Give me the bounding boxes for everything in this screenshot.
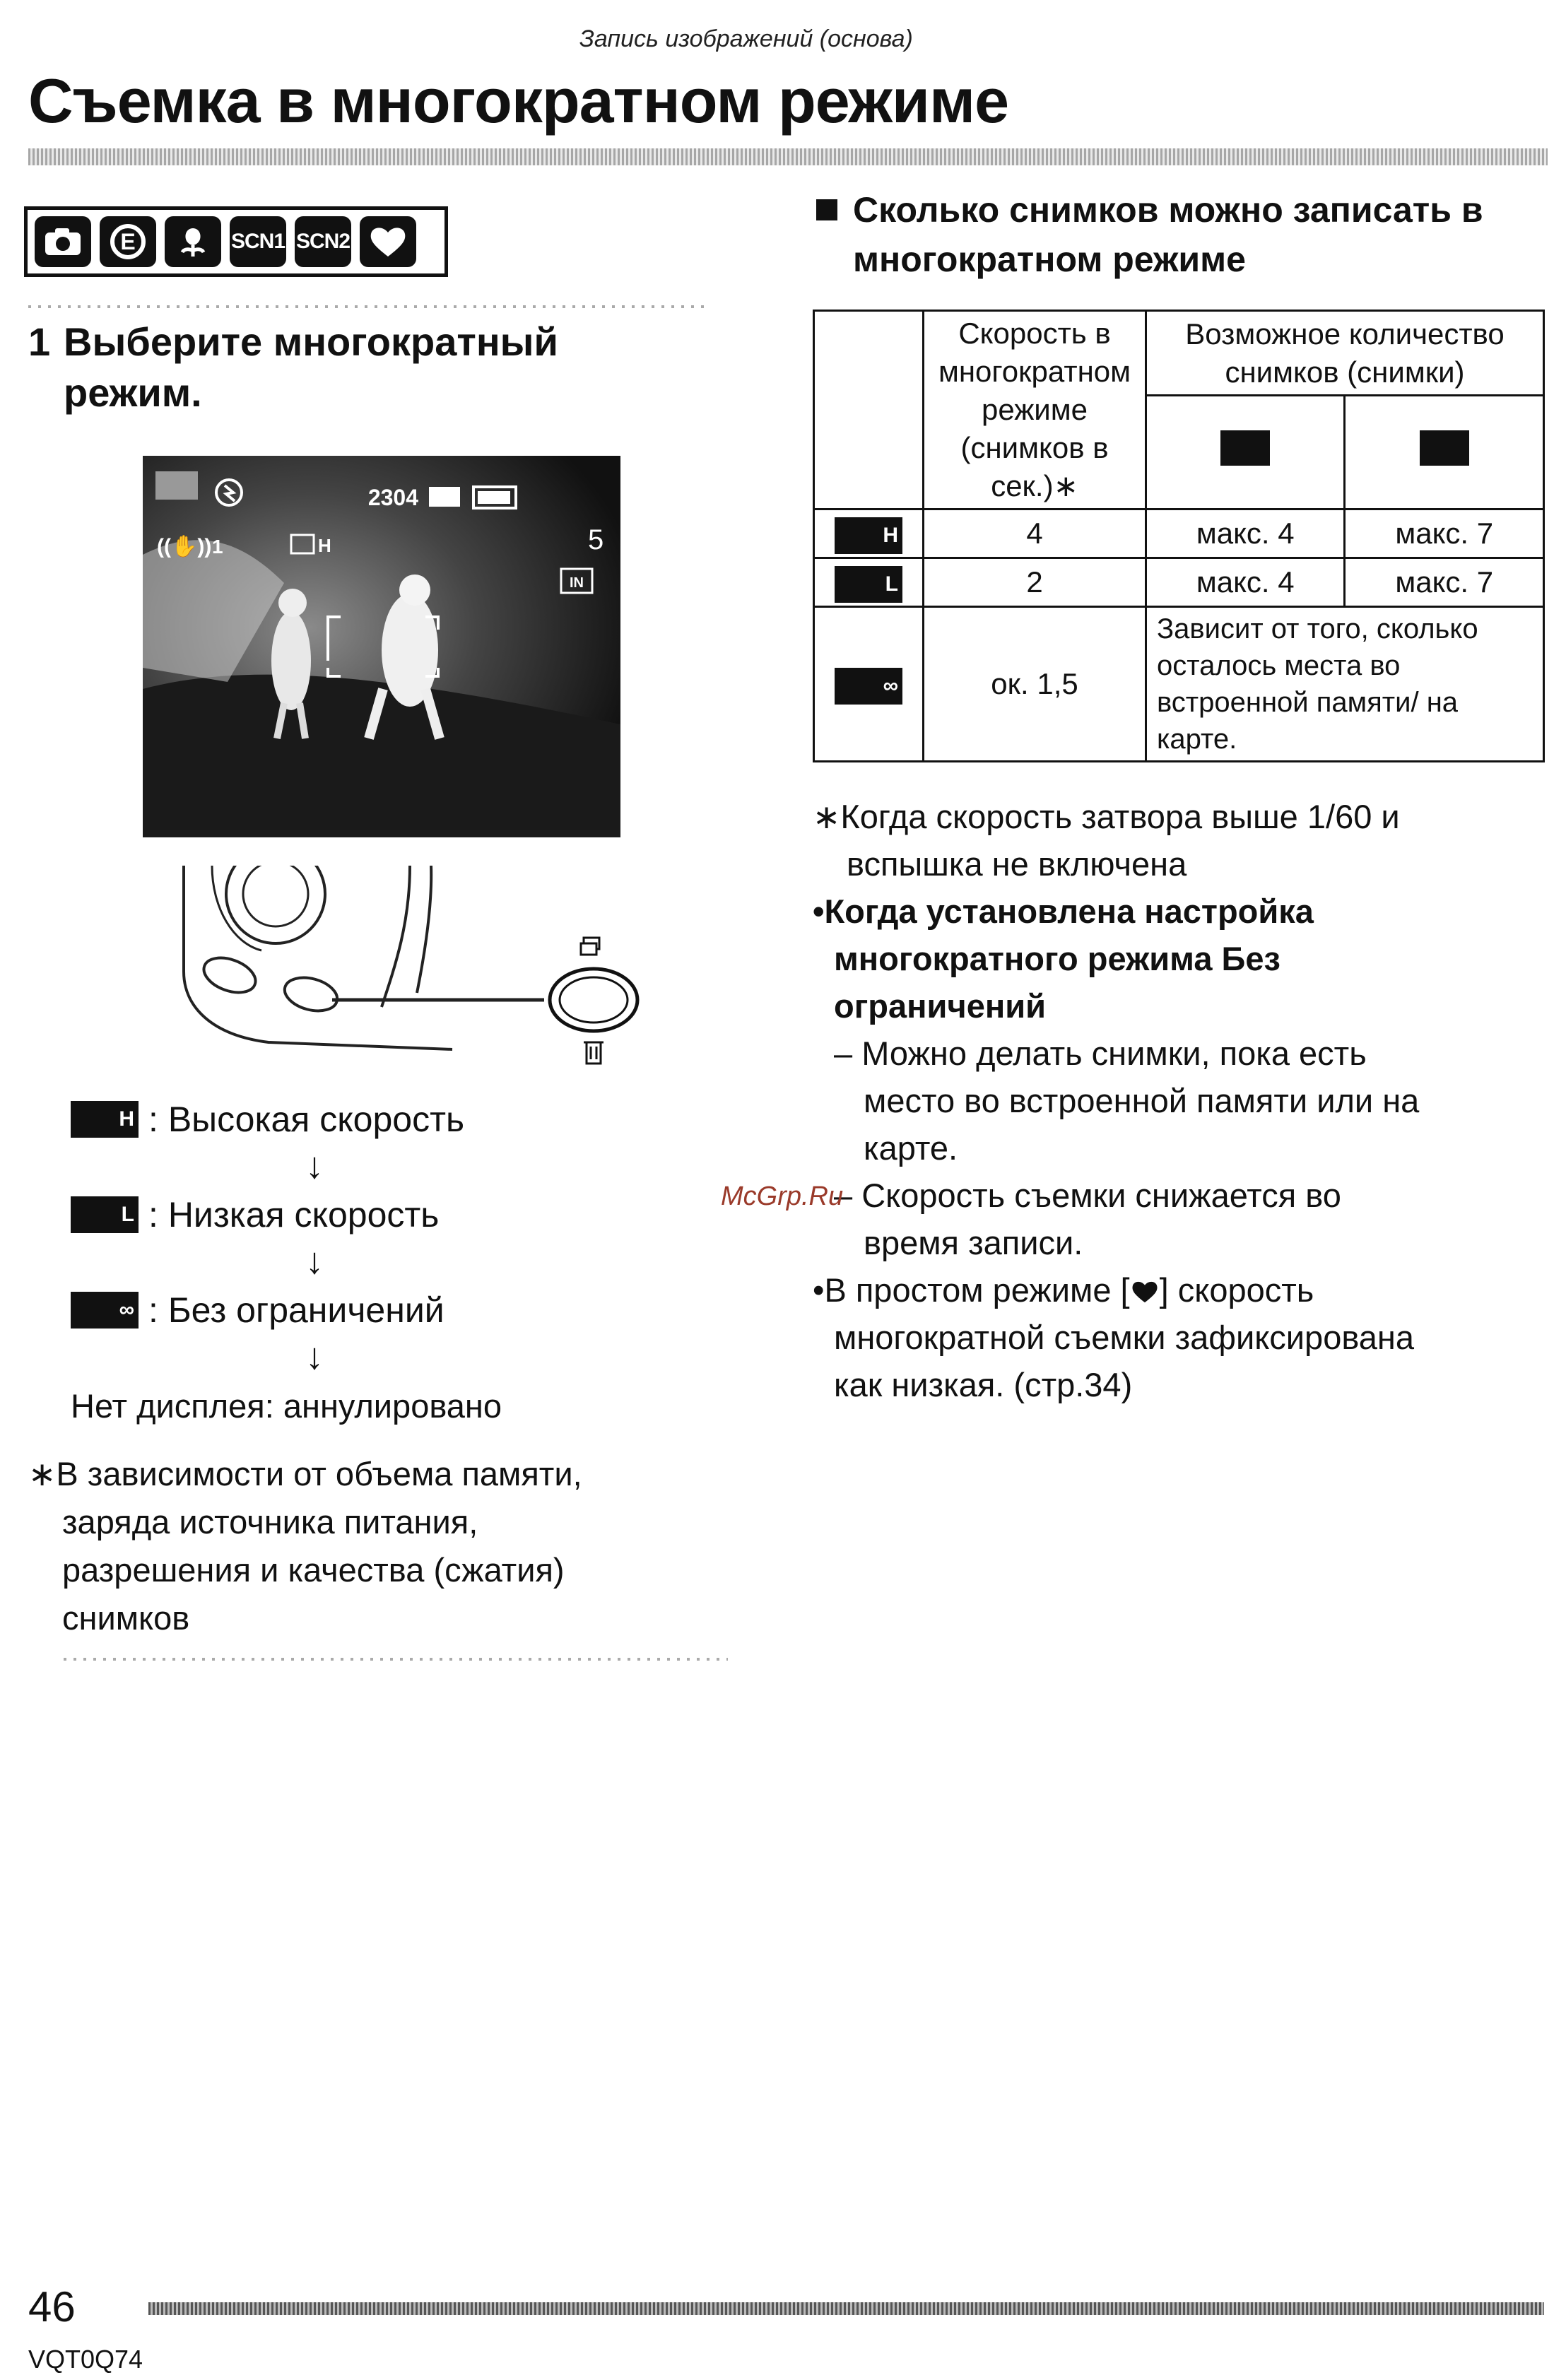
page-title: Съемка в многократном режиме [28, 66, 1009, 136]
mode-row-unlimited [71, 1290, 445, 1331]
document-code: VQT0Q74 [28, 2345, 143, 2374]
quality-standard-header [1345, 396, 1544, 509]
row-fine-count: макс. 4 [1146, 509, 1345, 558]
dash-note-line: время записи. [864, 1224, 1083, 1261]
row-fine-count: макс. 4 [1146, 558, 1345, 607]
row-speed: 2 [924, 558, 1146, 607]
footer-rule [148, 2302, 1544, 2315]
lcd-resolution: 2304 [367, 485, 418, 510]
row-mode-cell [814, 509, 924, 558]
arrow-down: ↓ [305, 1241, 324, 1282]
header-count: Возможное количество снимков (снимки) [1146, 311, 1544, 396]
burst-capacity-table [813, 310, 1545, 762]
scn1-icon: SCN1 [230, 216, 286, 267]
bullet-simple-mode-line: многократной съемки зафиксирована [834, 1319, 1415, 1356]
shutter-note-line: вспышка не включена [847, 845, 1187, 883]
left-footnote [28, 1450, 582, 1642]
colon: : [148, 1195, 158, 1235]
svg-text:E: E [120, 229, 136, 254]
bullet-simple-mode-text: ] скорость [1159, 1271, 1314, 1309]
dash-note-line: – Скорость съемки снижается во [834, 1177, 1341, 1214]
heart-icon [1130, 1279, 1160, 1304]
left-footnote-line: заряда источника питания, [62, 1503, 478, 1540]
burst-low-icon: L [71, 1196, 139, 1233]
mode-label-high: Высокая скорость [167, 1100, 465, 1139]
step-number: 1 [28, 319, 51, 364]
bullet-unlimited-line: ограничений [834, 987, 1047, 1025]
mode-row-low [71, 1194, 439, 1235]
bullet-simple-mode-line: как низкая. (стр.34) [834, 1366, 1133, 1403]
dash-note-line: место во встроенной памяти или на [864, 1082, 1420, 1119]
header-speed: Скорость в многократном режиме (снимков в сек.)∗ [924, 311, 1146, 509]
lcd-stabilizer-mode: 1 [212, 536, 223, 558]
lcd-remaining: 5 [588, 524, 604, 555]
quality-fine-header [1146, 396, 1345, 509]
title-rule [28, 148, 1548, 165]
row-mode-cell [814, 558, 924, 607]
left-footnote-line: разрешения и качества (сжатия) [62, 1551, 565, 1589]
camera-icon [35, 216, 91, 267]
arrow-down: ↓ [305, 1145, 324, 1186]
mode-label-unlimited: Без ограничений [167, 1290, 445, 1330]
square-bullet-icon [816, 199, 837, 220]
dotted-divider [28, 305, 707, 308]
quality-standard-icon [1420, 430, 1469, 466]
row-speed: 4 [924, 509, 1146, 558]
applicable-modes-box [24, 206, 448, 277]
row-mode-cell [814, 607, 924, 762]
shutter-note-line: ∗Когда скорость затвора выше 1/60 и [813, 798, 1400, 835]
macro-icon [165, 216, 221, 267]
dash-note-line: – Можно делать снимки, пока есть [834, 1035, 1367, 1072]
arrow-down: ↓ [305, 1336, 324, 1377]
burst-low-icon: L [835, 566, 902, 603]
left-footnote-line: ∗В зависимости от объема памяти, [28, 1455, 582, 1492]
row-unlimited-note: Зависит от того, сколько осталось места во встроенной памяти/ на карте. [1146, 607, 1544, 762]
e-mode-icon [100, 216, 156, 267]
dotted-divider [64, 1658, 728, 1661]
right-heading-line1: Сколько снимков можно записать в [853, 190, 1483, 230]
quality-fine-icon [1220, 430, 1270, 466]
row-standard-count: макс. 7 [1345, 558, 1544, 607]
page-number: 46 [28, 2283, 76, 2331]
lcd-memory: IN [570, 575, 584, 591]
step-title-line2: режим. [64, 370, 202, 415]
svg-text:H: H [318, 535, 331, 556]
svg-text:((✋)): ((✋)) [157, 535, 212, 558]
step-title-line1: Выберите многократный [64, 319, 558, 364]
no-display-text: Нет дисплея: аннулировано [71, 1387, 502, 1425]
camera-burst-button-illustration [170, 866, 650, 1078]
burst-unlimited-icon: ∞ [835, 668, 902, 705]
burst-high-icon: H [835, 517, 902, 554]
left-footnote-line: снимков [62, 1599, 190, 1637]
right-heading [816, 185, 1544, 284]
table-row [814, 607, 1544, 762]
bullet-unlimited-line: •Когда установлена настройка [813, 892, 1314, 930]
notes-list [813, 793, 1555, 1408]
step-heading [28, 317, 558, 418]
table-row [814, 558, 1544, 607]
section-label: Запись изображений (основа) [579, 25, 913, 52]
mode-label-low: Низкая скорость [167, 1195, 440, 1235]
bullet-unlimited-line: многократного режима Без [834, 940, 1281, 977]
burst-unlimited-icon: ∞ [71, 1292, 139, 1329]
bullet-simple-mode-line [813, 1266, 1555, 1314]
right-heading-line2: многократном режиме [853, 240, 1246, 279]
row-speed: ок. 1,5 [924, 607, 1146, 762]
bullet-simple-mode-text: •В простом режиме [ [813, 1271, 1130, 1309]
lcd-screen-image [143, 456, 620, 837]
burst-high-icon: H [71, 1101, 139, 1138]
colon: : [148, 1290, 158, 1330]
table-row [814, 509, 1544, 558]
colon: : [148, 1100, 158, 1139]
mode-row-high [71, 1099, 464, 1140]
table-corner-cell [814, 311, 924, 509]
dash-note-line: карте. [864, 1129, 958, 1167]
scn2-icon: SCN2 [295, 216, 351, 267]
heart-icon [360, 216, 416, 267]
row-standard-count: макс. 7 [1345, 509, 1544, 558]
watermark: McGrp.Ru [721, 1182, 844, 1211]
